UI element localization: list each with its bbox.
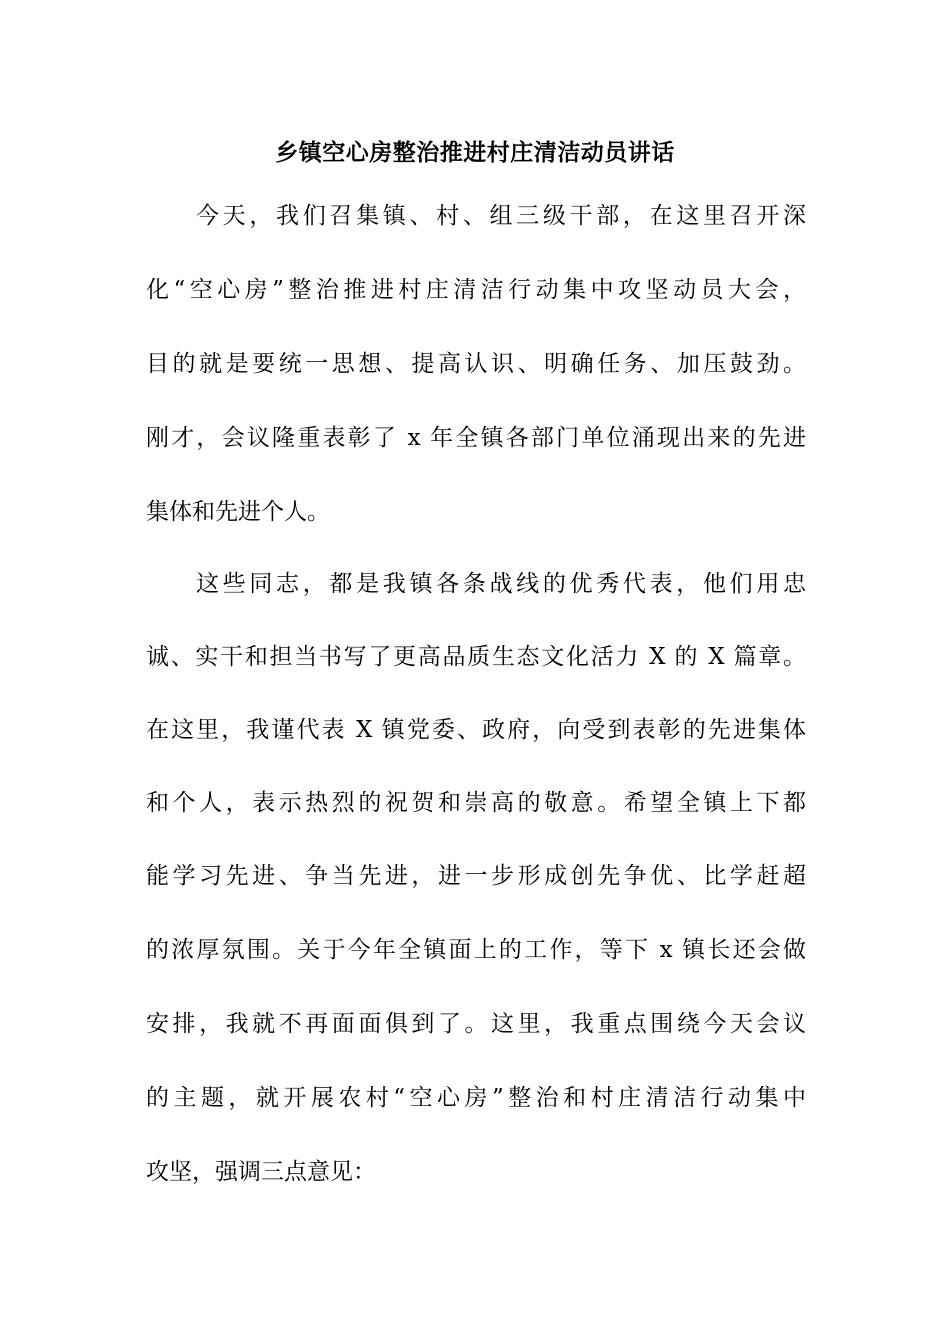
paragraph-1-line-1: 今天，我们召集镇、村、组三级干部，在这里召开深 bbox=[196, 203, 806, 229]
paragraph-2-line-8: 的主题，就开展农村“空心房”整治和村庄清洁行动集中 bbox=[146, 1085, 806, 1111]
paragraph-2-line-9: 攻坚，强调三点意见： bbox=[146, 1159, 376, 1185]
paragraph-1-line-4: 刚才，会议隆重表彰了 x 年全镇各部门单位涌现出来的先进 bbox=[146, 425, 806, 451]
paragraph-2-line-2: 诚、实干和担当书写了更高品质生态文化活力 X 的 X 篇章。 bbox=[146, 644, 806, 670]
document-title: 乡镇空心房整治推进村庄清洁动员讲话 bbox=[275, 140, 675, 166]
paragraph-1-line-5: 集体和先进个人。 bbox=[146, 499, 330, 525]
paragraph-2-line-6: 的浓厚氛围。关于今年全镇面上的工作，等下 x 镇长还会做 bbox=[146, 937, 806, 963]
paragraph-1-line-3: 目的就是要统一思想、提高认识、明确任务、加压鼓劲。 bbox=[146, 351, 806, 377]
paragraph-2-line-7: 安排，我就不再面面俱到了。这里，我重点围绕今天会议 bbox=[146, 1011, 806, 1037]
paragraph-1-line-2: 化“空心房”整治推进村庄清洁行动集中攻坚动员大会， bbox=[146, 277, 806, 303]
paragraph-2-line-3: 在这里，我谨代表 X 镇党委、政府，向受到表彰的先进集体 bbox=[146, 717, 806, 743]
paragraph-2-line-5: 能学习先进、争当先进，进一步形成创先争优、比学赶超 bbox=[146, 863, 806, 889]
paragraph-2-line-4: 和个人，表示热烈的祝贺和崇高的敬意。希望全镇上下都 bbox=[146, 790, 806, 816]
paragraph-2-line-1: 这些同志，都是我镇各条战线的优秀代表，他们用忠 bbox=[196, 571, 806, 597]
